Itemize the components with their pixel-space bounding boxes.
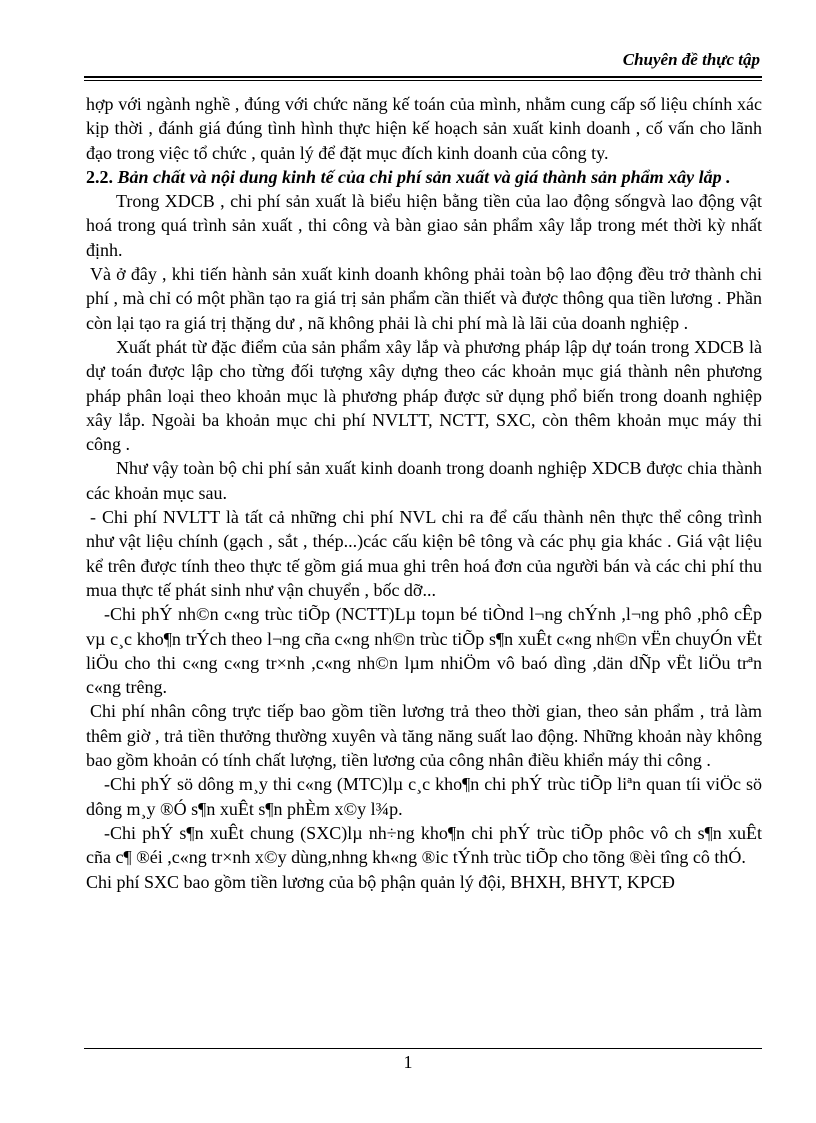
paragraph: Chi phí nhân công trực tiếp bao gồm tiền lương trả theo thời gian, theo sản phẩm , trả làm thêm giờ , trả tiền thưởng thường xuyên và tăng năng suất lao động. Những khoản này không bao gồm khoản có tính chất lượng, tiền lương của công nhân điều khiển máy thi công . xyxy=(86,701,762,771)
paragraph: Xuất phát từ đặc điểm của sản phẩm xây lắp và phương pháp lập dự toán trong XDCB là dự toán được lập cho từng đối tượng xây dựng theo các khoản mục giá thành nên phương pháp phân loại theo khoản mục là phương pháp được sử dụng phổ biến trong doanh nghiệp xây lắp. Ngoài ba khoản mục chi phí NVLTT, NCTT, SXC, còn thêm khoản mục máy thi công . xyxy=(86,336,762,455)
section-heading xyxy=(86,165,762,189)
page-number: 1 xyxy=(403,1052,413,1072)
header-rule xyxy=(84,76,762,78)
section-heading-text: Bản chất và nội dung kinh tế của chi phí sản xuất và giá thành sản phẩm xây lắp . xyxy=(117,166,731,187)
paragraph: -Chi phÝ s¶n xuÊt chung (SXC)lµ nh÷ng kho¶n chi phÝ trùc tiÕp phôc vô ch s¶n xuÊt cña c¶ ®éi ,c«ng tr×nh x©y dùng,nhng kh«ng ®ic tÝnh trùc tiÕp cho tõng ®èi tîng cô thÓ. xyxy=(86,822,762,868)
paragraph: hợp với ngành nghề , đúng với chức năng kế toán của mình, nhằm cung cấp số liệu chính xác kịp thời , đánh giá đúng tình hình thực hiện kế hoạch sản xuất kinh doanh , cố vấn cho lãnh đạo trong việc tổ chức , quản lý để đặt mục đích kinh doanh của công ty. xyxy=(86,94,762,163)
section-number: 2.2. xyxy=(86,166,113,187)
paragraph: -Chi phÝ sö dông m¸y thi c«ng (MTC)lµ c¸c kho¶n chi phÝ trùc tiÕp liªn quan tíi viÖc sö dông m¸y ®Ó s¶n xuÊt s¶n phÈm x©y l¾p. xyxy=(86,774,762,819)
paragraph: Chi phí SXC bao gồm tiền lương của bộ phận quản lý đội, BHXH, BHYT, KPCĐ xyxy=(86,871,675,892)
paragraph: Và ở đây , khi tiến hành sản xuất kinh doanh không phải toàn bộ lao động đều trở thành chi phí , mà chỉ có một phần tạo ra giá trị sản phẩm cần thiết và được thông qua tiền lương . Phần còn lại tạo ra giá trị thặng dư , nã không phải là chi phí mà là lãi của doanh nghiệp . xyxy=(86,264,762,333)
paragraph: Trong XDCB , chi phí sản xuất là biểu hiện bằng tiền của lao động sốngvà lao động vật hoá trong quá trình sản xuất , thi công và bàn giao sản phẩm xây lắp trong mét thời kỳ nhất định. xyxy=(86,191,762,260)
body-text xyxy=(86,92,762,894)
paragraph: Như vậy toàn bộ chi phí sản xuất kinh doanh trong doanh nghiệp XDCB được chia thành các khoản mục sau. xyxy=(86,458,762,503)
header-rule-thin xyxy=(84,80,762,81)
paragraph: - Chi phí NVLTT là tất cả những chi phí NVL chi ra để cấu thành nên thực thể công trình như vật liệu chính (gạch , sắt , thép...)các cấu kiện bê tông và các phụ gia khác . Giá vật liệu kể trên được tính theo thực tế gồm giá mua ghi trên hoá đơn của người bán và các chi phí thu mua thực tế phát sinh như vận chuyển , bốc dỡ... xyxy=(86,507,762,600)
footer-rule xyxy=(84,1048,762,1049)
paragraph: -Chi phÝ nh©n c«ng trùc tiÕp (NCTT)Lµ toµn bé tiÒnd l¬ng chÝnh ,l¬ng phô ,phô cÊp vµ c¸c kho¶n trÝch theo l¬ng cña c«ng nh©n trùc tiÕp s¶n xuÊt c«ng nh©n vËn chuyÓn vËt liÖu cho thi c«ng c«ng tr×nh ,c«ng nh©n lµm nhiÖm vô baó dìng ,dän dÑp vËt liÖu trªn c«ng trêng. xyxy=(86,604,762,698)
header-title: Chuyên đề thực tập xyxy=(622,50,760,69)
